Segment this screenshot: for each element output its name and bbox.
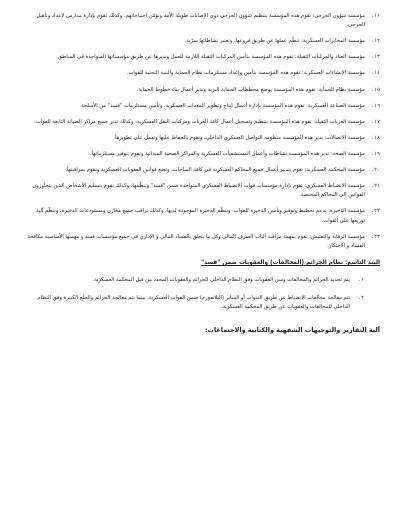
item-text: مؤسسة العربات الثقيلة: تقوم هذه المؤسسة بتنظيم وتسجيل أعمال كافة العربات ومركبات النقل العسكرية، وكذلك تدير جميع مراكز الصيانة التابعة للقوات. bbox=[34, 118, 365, 125]
item-text: مؤسسة شؤون الجرحى: تقوم هذه المؤسسة بتنظيم شؤون الجرحى ذوي الإصابات طويلة الأمد وتؤمّن احتياجاتهم، وكذلك تقوم بإدارة مدارس لإعداد وتأهيل الجرحى. bbox=[36, 13, 365, 29]
item-text: مؤسسة الصحة: تدير هذه المؤسسة نشاطات وأعمال المستشفيات العسكرية والمراكز الصحية الميدانية وتقوم بتوفير مستلزماتها. bbox=[90, 150, 365, 157]
item-number: ٢٢. bbox=[370, 208, 380, 215]
section-heading: البند التاسع: نظام الجرائم (المخالفات) والعقوبات ضمن "قسد" bbox=[201, 260, 380, 267]
item-number: ٢٣. bbox=[370, 233, 380, 240]
item-text: مؤسسة المحكمة العسكرية: تقوم بتدبير أعمال جميع المحاكم العسكرية في كافة الساحات، وتضع قوانين العقوبات العسكرية وتقوم بمراقبتها. bbox=[65, 167, 365, 174]
list-item bbox=[22, 182, 380, 200]
item-text: مؤسسة الانضباط العسكري: تقوم بإدارة مؤسسات قوات الانضباط العسكري المتواجدة ضمن "قسد" وتنظّمها، وكذلك تقوم بتسليم الأشخاص الذين يتجاوزون القوانين إلى المحاكم المختصة. bbox=[32, 183, 365, 199]
item-text: يتم تحديد الجرائم والمخالفات وسن العقوبات وفق النظام الداخلي للجرائم والعقوبات المحدد من قبل المحكمة العسكرية. bbox=[92, 277, 350, 284]
item-number: ٢٠. bbox=[370, 167, 380, 174]
institutions-list bbox=[22, 12, 380, 251]
item-number: ١٨. bbox=[370, 134, 380, 141]
item-text: مؤسسة الرقابة والتفتيش: تقوم بمهمة مراقبة آليات الصرف المالي وكل ما يتعلق بالفساد المالي و الإداري في جميع مؤسسات قسد و مهمتها الأساسية مكافحة الفساد و الاحتكار. bbox=[27, 233, 365, 249]
list-item bbox=[22, 69, 380, 78]
crimes-list bbox=[22, 276, 380, 313]
list-item bbox=[22, 102, 380, 111]
item-text: مؤسسة نظام الحماية: تقوم هذه المؤسسة بوضع مخططات الحماية البرية وتدير أعمال بناء خطوط الحماية. bbox=[136, 86, 365, 93]
item-number: ١٣. bbox=[370, 54, 380, 61]
item-number: ١٥. bbox=[370, 86, 380, 93]
list-item bbox=[22, 12, 380, 30]
item-text: مؤسسة المخابرات العسكرية: تنظّم عملها عن طريق فروعها، وتعتبر نشاطاتها سرّية. bbox=[184, 38, 365, 45]
list-item bbox=[22, 53, 380, 62]
item-number: ١٧. bbox=[370, 118, 380, 125]
list-item bbox=[22, 233, 380, 251]
item-number: ١٢. bbox=[370, 38, 380, 45]
item-text: مؤسسة الذخيرة: تدعم تخطيط وتوفير وتأمين الذخيرة للقوات، وتنظّم الذخيرة الموجودة لديها، وكذلك تراقب جميع مخازن ومستودعات الذخيرة، وتنظّم آلية توزيعها على القوات. bbox=[36, 208, 365, 224]
list-item bbox=[22, 294, 380, 312]
item-text: مؤسسة الصناعة العسكرية: تقوم هذه المؤسسة بإدارة أعمال إنتاج وتطوير المعدات العسكرية، وتأمين مستلزمات "قسد" من الأسلحة. bbox=[79, 102, 365, 109]
item-number: ١١. bbox=[370, 13, 380, 19]
item-text: مؤسسة الاتصالات: تدير هذه المؤسسة منظومة التواصل العسكري الداخلي، وتقوم بالحفاظ عليها وتعمل على تطويرها. bbox=[113, 134, 365, 141]
item-number: ٢. bbox=[357, 295, 364, 302]
item-text: مؤسسة الإنشاءات العسكرية: تقوم هذه المؤسسة بتأمين وإعداد مستلزمات نظام الحماية والبنية التحتية للقوات. bbox=[126, 70, 365, 77]
item-number: ٢١. bbox=[370, 183, 380, 190]
list-item bbox=[22, 134, 380, 143]
list-item bbox=[22, 86, 380, 95]
reports-heading: آلية التقارير والتوجيهات الشفهية والكتابية والاجتماعات: bbox=[204, 325, 380, 334]
item-text: مؤسسة العتاد والمركبات الثقيلة: تقوم هذه المؤسسة بتأمين المركبات الثقيلة اللازمة للعمل وتديرها عن طريق مؤسساتها المتواجدة في المناطق. bbox=[56, 54, 365, 61]
list-item bbox=[22, 37, 380, 46]
item-number: ١٦. bbox=[370, 102, 380, 109]
item-number: ١. bbox=[357, 277, 364, 284]
item-number: ١٤. bbox=[370, 70, 380, 77]
item-number: ١٩. bbox=[370, 150, 380, 157]
list-item bbox=[22, 166, 380, 175]
list-item bbox=[22, 276, 380, 285]
list-item bbox=[22, 118, 380, 127]
list-item bbox=[22, 150, 380, 159]
item-text: تتم معالجة مخالفات الانضباط عن طريق الندوات أو المنابر (البلاتفورم) ضمن القوات العسكرية، بينما تتم معالجة الجرائم والخلع الكبيرة وفق النظام الداخلي للمخالفات والعقوبات عن طريق المحكمة العسكرية. bbox=[37, 295, 350, 311]
list-item bbox=[22, 207, 380, 225]
